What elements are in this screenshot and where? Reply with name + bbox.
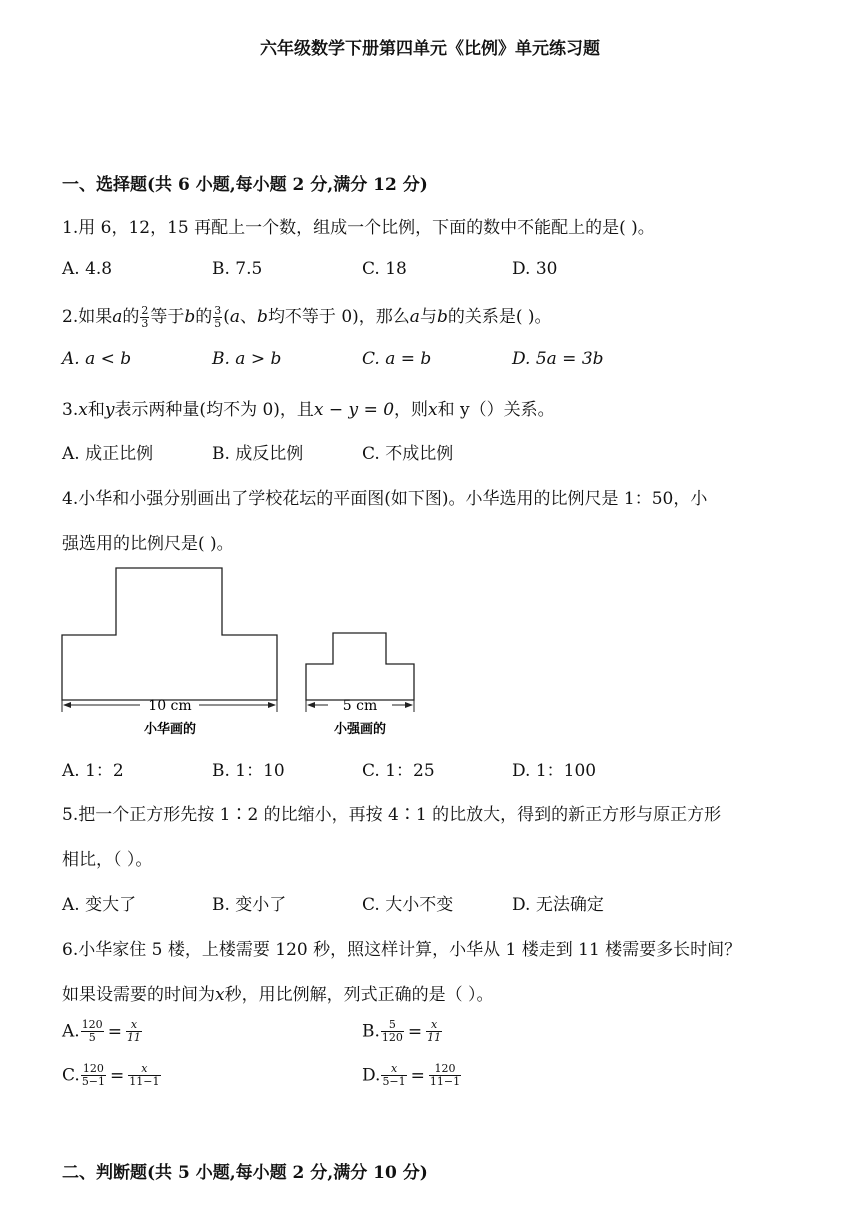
q6-option-a: A. $\frac{120}{5}$ = $\frac{x}{11}$ xyxy=(62,1018,141,1044)
q2-option-a: A. a < b xyxy=(62,349,132,369)
q1-option-c: C. 18 xyxy=(362,259,407,279)
question-2-text: 2.如果a的 $\frac{2}{3}$ 等于b的 $\frac{3}{5}$ (a、b均不等于 0)，那么a与b的关系是( )。 xyxy=(62,304,552,330)
flowerbed-figure xyxy=(0,560,460,750)
q4-option-b: B. 1：10 xyxy=(212,761,285,781)
small-caption: 小强画的 xyxy=(333,722,387,737)
q3-option-b: B. 成反比例 xyxy=(212,444,304,464)
section-heading-choice: 一、选择题(共 6 小题,每小题 2 分,满分 12 分) xyxy=(62,175,428,195)
fraction-two-thirds: $\frac{2}{3}$ xyxy=(141,304,149,330)
q4-option-d: D. 1：100 xyxy=(512,761,597,781)
large-width-label: 10 cm xyxy=(148,698,192,714)
small-width-label: 5 cm xyxy=(342,698,378,714)
q1-option-d: D. 30 xyxy=(512,259,558,279)
question-5-text-line2: 相比，（ ）。 xyxy=(62,850,153,870)
question-3-text: 3.x和y表示两种量(均不为 0)，且x − y = 0，则x和 y（）关系。 xyxy=(62,400,555,420)
q2-option-d: D. 5a = 3b xyxy=(512,349,604,369)
small-dim-arrow-right xyxy=(405,702,413,708)
large-caption: 小华画的 xyxy=(143,722,197,737)
q6-option-b: B. $\frac{5}{120}$ = $\frac{x}{11}$ xyxy=(362,1018,442,1044)
q5-option-d: D. 无法确定 xyxy=(512,895,604,915)
page-title: 六年级数学下册第四单元《比例》单元练习题 xyxy=(260,39,600,59)
q4-option-a: A. 1：2 xyxy=(62,761,124,781)
q6-option-c: C. $\frac{120}{5-1}$ = $\frac{x}{11-1}$ xyxy=(62,1062,160,1088)
q5-option-a: A. 变大了 xyxy=(62,895,137,915)
question-6-text-line1: 6.小华家住 5 楼，上楼需要 120 秒，照这样计算，小华从 1 楼走到 11 楼需要多长时间？ xyxy=(62,940,742,960)
q2-option-b: B. a > b xyxy=(212,349,282,369)
question-1-text: 1.用 6，12，15 再配上一个数，组成一个比例，下面的数中不能配上的是( )。 xyxy=(62,218,655,238)
q3-option-a: A. 成正比例 xyxy=(62,444,154,464)
large-dim-arrow-right xyxy=(268,702,276,708)
q1-option-a: A. 4.8 xyxy=(62,259,113,279)
q4-option-c: C. 1：25 xyxy=(362,761,435,781)
section-heading-judgement: 二、判断题(共 5 小题,每小题 2 分,满分 10 分) xyxy=(62,1163,428,1183)
fraction-three-fifths: $\frac{3}{5}$ xyxy=(214,304,222,330)
large-flowerbed-outline xyxy=(62,568,277,700)
question-4-text-line2: 强选用的比例尺是( )。 xyxy=(62,534,234,554)
question-6-text-line2: 如果设需要的时间为x秒，用比例解，列式正确的是（ ）。 xyxy=(62,985,494,1005)
q6-option-d: D. $\frac{x}{5-1}$ = $\frac{120}{11-1}$ xyxy=(362,1062,461,1088)
q2-option-c: C. a = b xyxy=(362,349,432,369)
q5-option-b: B. 变小了 xyxy=(212,895,287,915)
q5-option-c: C. 大小不变 xyxy=(362,895,454,915)
question-4-text-line1: 4.小华和小强分别画出了学校花坛的平面图(如下图)。小华选用的比例尺是 1：50，小 xyxy=(62,489,708,509)
small-flowerbed-outline xyxy=(306,633,414,700)
q1-option-b: B. 7.5 xyxy=(212,259,263,279)
question-5-text-line1: 5.把一个正方形先按 1∶2 的比缩小，再按 4∶1 的比放大，得到的新正方形与原正方形 xyxy=(62,805,722,825)
large-dim-arrow-left xyxy=(63,702,71,708)
small-dim-arrow-left xyxy=(307,702,315,708)
q3-option-c: C. 不成比例 xyxy=(362,444,454,464)
